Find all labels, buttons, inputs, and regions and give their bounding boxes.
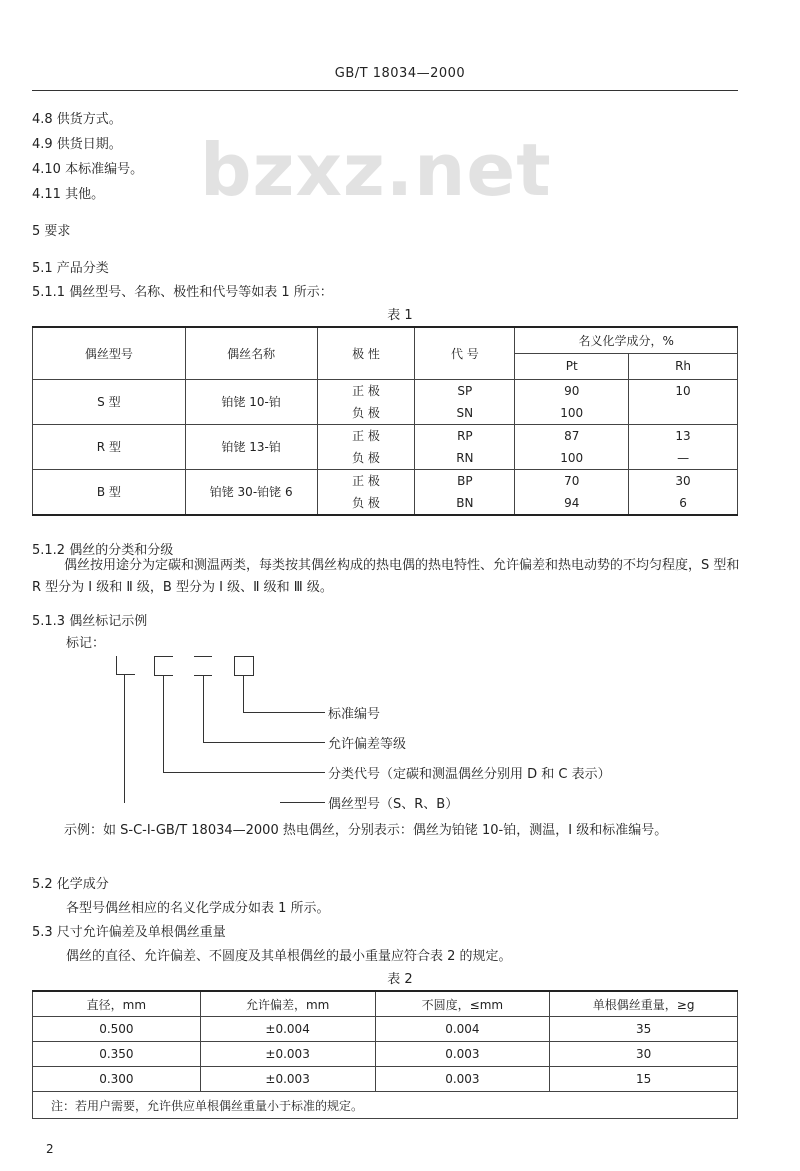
table-row xyxy=(33,469,738,492)
t2-cell: 0.003 xyxy=(375,1042,550,1067)
t2-cell: ±0.003 xyxy=(200,1067,375,1092)
t1-code: RN xyxy=(415,447,515,470)
section-5-1-2-text: 偶丝按用途分为定碳和测温两类，每类按其偶丝构成的热电偶的热电特性、允许偏差和热电动势的不均匀程度，S 型和 R 型分为 I 级和 Ⅱ 级，B 型分为 I 级、Ⅱ 级和 Ⅲ 级。 xyxy=(32,558,740,595)
t1-rh: 13 xyxy=(629,424,738,447)
t1-pt: 100 xyxy=(515,447,629,470)
t2-cell: 0.003 xyxy=(375,1067,550,1092)
mark-box-class xyxy=(154,656,173,676)
table1-caption: 表 1 xyxy=(387,308,413,323)
t1-polarity: 负 极 xyxy=(317,402,415,425)
mark-label-standard: 标准编号 xyxy=(328,707,381,722)
item-4-8: 4.8 供货方式。 xyxy=(32,112,122,127)
t1-name: 铂铑 13-铂 xyxy=(185,424,317,469)
t2-cell: ±0.004 xyxy=(200,1017,375,1042)
t1-polarity: 正 极 xyxy=(317,424,415,447)
t1-header-model: 偶丝型号 xyxy=(33,327,186,379)
item-4-9: 4.9 供货日期。 xyxy=(32,137,122,152)
section-5-1-2-heading: 5.1.2 偶丝的分类和分级 xyxy=(32,543,174,558)
section-5-3-heading: 5.3 尺寸允许偏差及单根偶丝重量 xyxy=(32,925,226,940)
mark-label: 标记： xyxy=(66,636,106,651)
t2-header-diameter: 直径，mm xyxy=(33,991,201,1017)
t1-rh: 30 xyxy=(629,469,738,492)
t1-polarity: 正 极 xyxy=(317,469,415,492)
table-1 xyxy=(32,326,738,516)
t1-header-polarity: 极 性 xyxy=(317,327,415,379)
t1-pt: 90 xyxy=(515,379,629,402)
t1-name: 铂铑 10-铂 xyxy=(185,379,317,424)
section-5-2-text: 各型号偶丝相应的名义化学成分如表 1 所示。 xyxy=(66,901,330,916)
t1-rh: 10 xyxy=(629,379,738,402)
item-4-11: 4.11 其他。 xyxy=(32,187,105,202)
page-number: 2 xyxy=(46,1142,54,1156)
t2-cell: 0.004 xyxy=(375,1017,550,1042)
t1-code: BP xyxy=(415,469,515,492)
t1-code: SP xyxy=(415,379,515,402)
t1-code: RP xyxy=(415,424,515,447)
table2-caption: 表 2 xyxy=(387,972,413,987)
t1-code: SN xyxy=(415,402,515,425)
t1-rh: — xyxy=(629,447,738,470)
t2-header-roundness: 不圆度，≤mm xyxy=(375,991,550,1017)
table-row xyxy=(33,1067,738,1092)
t1-model: B 型 xyxy=(33,469,186,515)
mark-box-grade xyxy=(194,656,212,676)
example-text: 示例：如 S-C-Ⅰ-GB/T 18034—2000 热电偶丝，分别表示：偶丝为铂铑 10-铂，测温，Ⅰ 级和标准编号。 xyxy=(64,823,668,838)
section-5-2-heading: 5.2 化学成分 xyxy=(32,877,109,892)
t1-pt: 87 xyxy=(515,424,629,447)
section-5-1-heading: 5.1 产品分类 xyxy=(32,261,109,276)
t1-name: 铂铑 30-铂铑 6 xyxy=(185,469,317,515)
mark-label-model: 偶丝型号（S、R、B） xyxy=(328,797,459,812)
t2-cell: 0.500 xyxy=(33,1017,201,1042)
item-4-10: 4.10 本标准编号。 xyxy=(32,162,144,177)
t2-cell: ±0.003 xyxy=(200,1042,375,1067)
header-divider xyxy=(32,90,738,91)
table-row xyxy=(33,1042,738,1067)
t1-pt: 94 xyxy=(515,492,629,515)
section-5-1-1-text: 5.1.1 偶丝型号、名称、极性和代号等如表 1 所示： xyxy=(32,285,333,300)
t1-model: S 型 xyxy=(33,379,186,424)
t1-header-name: 偶丝名称 xyxy=(185,327,317,379)
section-5-3-text: 偶丝的直径、允许偏差、不圆度及其单根偶丝的最小重量应符合表 2 的规定。 xyxy=(66,949,512,964)
t1-model: R 型 xyxy=(33,424,186,469)
t1-code: BN xyxy=(415,492,515,515)
section-5-1-3-heading: 5.1.3 偶丝标记示例 xyxy=(32,614,148,629)
t1-header-pt: Pt xyxy=(515,353,629,379)
table-row xyxy=(33,379,738,402)
t2-cell: 35 xyxy=(550,1017,738,1042)
t1-pt: 100 xyxy=(515,402,629,425)
t1-polarity: 正 极 xyxy=(317,379,415,402)
t1-pt: 70 xyxy=(515,469,629,492)
table-2 xyxy=(32,990,738,1119)
t2-cell: 0.350 xyxy=(33,1042,201,1067)
section-5-heading: 5 要求 xyxy=(32,224,71,239)
watermark-text: bzxz.net xyxy=(200,128,552,212)
t1-polarity: 负 极 xyxy=(317,492,415,515)
t1-polarity: 负 极 xyxy=(317,447,415,470)
standard-number: GB/T 18034—2000 xyxy=(334,66,466,81)
t1-header-code: 代 号 xyxy=(415,327,515,379)
table-row xyxy=(33,424,738,447)
mark-label-class: 分类代号（定碳和测温偶丝分别用 D 和 C 表示） xyxy=(328,767,611,782)
t1-rh: 6 xyxy=(629,492,738,515)
t2-cell: 30 xyxy=(550,1042,738,1067)
t1-rh xyxy=(629,402,738,425)
table-row xyxy=(33,1017,738,1042)
t1-header-composition: 名义化学成分，% xyxy=(515,327,738,353)
t2-header-weight: 单根偶丝重量，≥g xyxy=(550,991,738,1017)
mark-box-model xyxy=(116,656,135,675)
t2-note: 注：若用户需要，允许供应单根偶丝重量小于标准的规定。 xyxy=(33,1092,738,1119)
mark-label-grade: 允许偏差等级 xyxy=(328,737,407,752)
t1-header-rh: Rh xyxy=(629,353,738,379)
t2-cell: 0.300 xyxy=(33,1067,201,1092)
t2-cell: 15 xyxy=(550,1067,738,1092)
t2-header-tolerance: 允许偏差，mm xyxy=(200,991,375,1017)
mark-box-standard xyxy=(234,656,254,676)
